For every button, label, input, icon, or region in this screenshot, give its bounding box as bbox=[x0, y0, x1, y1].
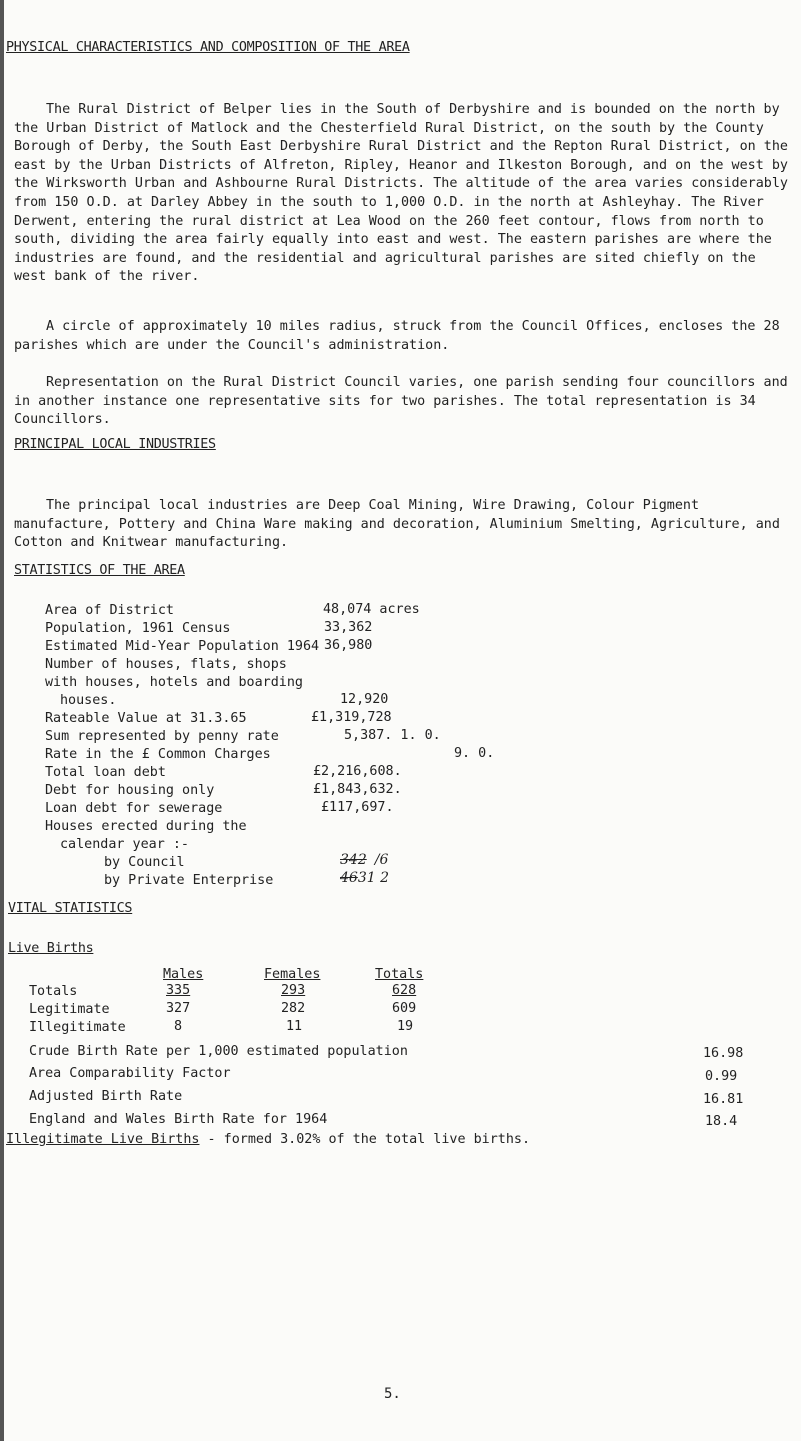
stat-label: Houses erected during the bbox=[45, 819, 247, 834]
stat-value: 9. 0. bbox=[454, 746, 495, 761]
live-births-heading: Live Births bbox=[8, 941, 94, 956]
statistics-heading: STATISTICS OF THE AREA bbox=[14, 563, 185, 578]
table-row-label: Illegitimate bbox=[29, 1020, 126, 1035]
industries-heading: PRINCIPAL LOCAL INDUSTRIES bbox=[14, 437, 216, 452]
stat-value: 5,387. 1. 0. bbox=[344, 728, 441, 743]
table-cell: 282 bbox=[281, 1001, 306, 1016]
stat-label: Area of District bbox=[45, 603, 174, 618]
handwritten-value: 31 2 bbox=[357, 870, 389, 886]
handwritten-value: /6 bbox=[374, 852, 389, 868]
paragraph-text: Representation on the Rural District Council varies, one parish sending four councillors and in another instance one representative sits for two parishes. The total representation is 34 Councillors. bbox=[14, 375, 788, 428]
struck-value: 342 bbox=[340, 852, 367, 868]
handwritten-correction bbox=[340, 852, 388, 868]
stat-value: £117,697. bbox=[321, 800, 394, 815]
rate-label: England and Wales Birth Rate for 1964 bbox=[29, 1112, 328, 1127]
stat-value: 33,362 bbox=[324, 620, 373, 635]
column-header: Females bbox=[264, 967, 321, 982]
stat-label: Estimated Mid-Year Population 1964 bbox=[45, 639, 320, 654]
stat-label: Debt for housing only bbox=[45, 783, 215, 798]
page-number: 5. bbox=[384, 1386, 401, 1402]
table-cell: 293 bbox=[281, 983, 306, 998]
stat-value: £1,843,632. bbox=[313, 782, 402, 797]
column-header: Totals bbox=[375, 967, 424, 982]
table-cell: 19 bbox=[397, 1019, 414, 1034]
table-cell: 335 bbox=[166, 983, 191, 998]
handwritten-correction bbox=[340, 870, 389, 886]
stat-label: Number of houses, flats, shops bbox=[45, 657, 287, 672]
table-cell: 609 bbox=[392, 1001, 417, 1016]
stat-label: Loan debt for sewerage bbox=[45, 801, 223, 816]
paragraph-text: A circle of approximately 10 miles radius, struck from the Council Offices, encloses the 28 parishes which are under the Council's administration. bbox=[14, 319, 780, 353]
rate-value: 16.98 bbox=[703, 1046, 744, 1061]
illegitimate-label: Illegitimate Live Births bbox=[6, 1132, 200, 1147]
rate-label: Adjusted Birth Rate bbox=[29, 1089, 183, 1104]
rate-label: Crude Birth Rate per 1,000 estimated population bbox=[29, 1044, 408, 1059]
stat-value: £1,319,728 bbox=[311, 710, 392, 725]
rate-value: 16.81 bbox=[703, 1092, 744, 1107]
table-row-label: Legitimate bbox=[29, 1002, 110, 1017]
rate-value: 18.4 bbox=[705, 1114, 738, 1129]
illegitimate-note bbox=[6, 1131, 530, 1149]
page-title: PHYSICAL CHARACTERISTICS AND COMPOSITION OF THE AREA bbox=[6, 40, 410, 55]
rate-value: 0.99 bbox=[705, 1069, 738, 1084]
stat-label: Population, 1961 Census bbox=[45, 621, 231, 636]
table-row-label: Totals bbox=[29, 984, 78, 999]
circle-paragraph bbox=[14, 318, 794, 355]
stat-label: by Council bbox=[104, 855, 185, 870]
table-cell: 628 bbox=[392, 983, 417, 998]
table-cell: 11 bbox=[286, 1019, 303, 1034]
stat-label: calendar year :- bbox=[60, 837, 189, 852]
illegitimate-text: - formed 3.02% of the total live births. bbox=[199, 1132, 531, 1147]
stat-label: Rate in the £ Common Charges bbox=[45, 747, 271, 762]
column-header: Males bbox=[163, 967, 204, 982]
intro-paragraph bbox=[14, 101, 794, 287]
paragraph-text: The Rural District of Belper lies in the South of Derbyshire and is bounded on the north by the Urban District of Matlock and the Chesterfield Rural District, on the south by the County Borough of Derby, the South East Derbyshire Rural District and the Repton Rural District, on the east by the Urban Districts of Alfreton, Ripley, Heanor and Ilkeston Borough, and on the west by the Wirksworth Urban and Ashbourne Rural Districts. The altitude of the area varies considerably from 150 O.D. at Darley Abbey in the south to 1,000 O.D. in the north at Ashleyhay. The River Derwent, entering the rural district at Lea Wood on the 260 feet contour, flows from north to south, dividing the area fairly equally into east and west. The eastern parishes are where the industries are found, and the residential and agricultural parishes are sited chiefly on the west bank of the river. bbox=[14, 102, 788, 285]
stat-label: Rateable Value at 31.3.65 bbox=[45, 711, 247, 726]
stat-value: 12,920 bbox=[340, 692, 389, 707]
paragraph-text: The principal local industries are Deep Coal Mining, Wire Drawing, Colour Pigment manufacture, Pottery and China Ware making and decoration, Aluminium Smelting, Agriculture, and Cotton and Knitwear manufacturing. bbox=[14, 498, 780, 551]
stat-label: Total loan debt bbox=[45, 765, 166, 780]
table-cell: 8 bbox=[174, 1019, 183, 1034]
representation-paragraph bbox=[14, 374, 794, 430]
stat-label: houses. bbox=[60, 693, 117, 708]
stat-label: Sum represented by penny rate bbox=[45, 729, 279, 744]
rate-label: Area Comparability Factor bbox=[29, 1066, 231, 1081]
industries-paragraph bbox=[14, 497, 794, 553]
struck-value: 46 bbox=[340, 870, 358, 886]
stat-value: 36,980 bbox=[324, 638, 373, 653]
vital-statistics-heading: VITAL STATISTICS bbox=[8, 901, 133, 916]
stat-value: 48,074 acres bbox=[323, 602, 420, 617]
stat-label: with houses, hotels and boarding bbox=[45, 675, 303, 690]
stat-label: by Private Enterprise bbox=[104, 873, 274, 888]
stat-value: £2,216,608. bbox=[313, 764, 402, 779]
table-cell: 327 bbox=[166, 1001, 191, 1016]
